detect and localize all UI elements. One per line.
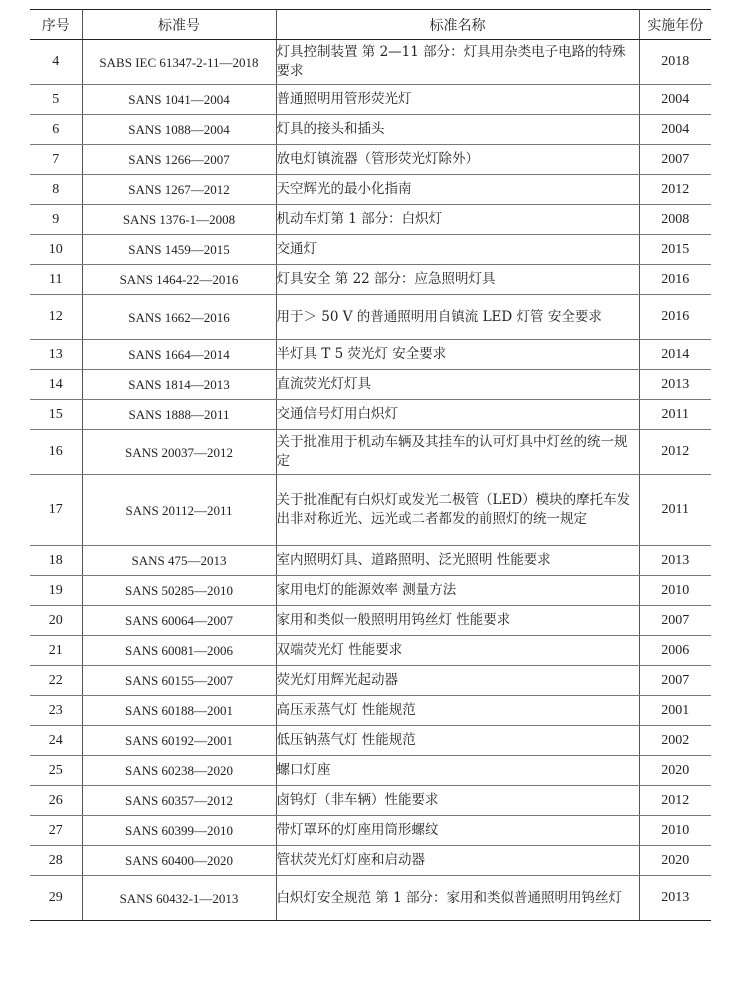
cell-code: SANS 1662—2016 (82, 295, 276, 340)
table-row (30, 265, 711, 295)
table-row (30, 786, 711, 816)
cell-code: SANS 1088—2004 (82, 115, 276, 145)
table-row (30, 756, 711, 786)
table-row (30, 145, 711, 175)
table-row (30, 576, 711, 606)
table-row (30, 40, 711, 85)
table-header (30, 10, 711, 40)
cell-year: 2015 (639, 235, 711, 265)
cell-name: 带灯罩环的灯座用筒形螺纹 (276, 816, 639, 846)
table-row (30, 370, 711, 400)
table-row (30, 205, 711, 235)
table-row (30, 175, 711, 205)
cell-name: 灯具的接头和插头 (276, 115, 639, 145)
header-row (30, 10, 711, 40)
cell-code: SABS IEC 61347-2-11—2018 (82, 40, 276, 85)
cell-no: 12 (30, 295, 82, 340)
table-row (30, 475, 711, 546)
cell-no: 15 (30, 400, 82, 430)
cell-code: SANS 1814—2013 (82, 370, 276, 400)
cell-year: 2013 (639, 876, 711, 921)
cell-code: SANS 60432-1—2013 (82, 876, 276, 921)
cell-code: SANS 60238—2020 (82, 756, 276, 786)
table-row (30, 636, 711, 666)
cell-code: SANS 1459—2015 (82, 235, 276, 265)
standards-table (30, 9, 711, 921)
cell-no: 14 (30, 370, 82, 400)
cell-no: 21 (30, 636, 82, 666)
cell-name: 直流荧光灯灯具 (276, 370, 639, 400)
cell-name: 家用电灯的能源效率 测量方法 (276, 576, 639, 606)
cell-year: 2013 (639, 546, 711, 576)
cell-year: 2008 (639, 205, 711, 235)
cell-year: 2020 (639, 846, 711, 876)
cell-name: 双端荧光灯 性能要求 (276, 636, 639, 666)
cell-no: 13 (30, 340, 82, 370)
cell-name: 关于批准配有白炽灯或发光二极管（LED）模块的摩托车发出非对称近光、远光或二者都发的前照灯的统一规定 (276, 475, 639, 546)
cell-year: 2013 (639, 370, 711, 400)
cell-code: SANS 50285—2010 (82, 576, 276, 606)
cell-name: 交通灯 (276, 235, 639, 265)
cell-name: 机动车灯第 1 部分：白炽灯 (276, 205, 639, 235)
cell-no: 28 (30, 846, 82, 876)
cell-name: 灯具安全 第 22 部分：应急照明灯具 (276, 265, 639, 295)
cell-no: 26 (30, 786, 82, 816)
cell-year: 2011 (639, 400, 711, 430)
cell-no: 24 (30, 726, 82, 756)
cell-no: 4 (30, 40, 82, 85)
cell-code: SANS 60192—2001 (82, 726, 276, 756)
cell-year: 2001 (639, 696, 711, 726)
cell-no: 23 (30, 696, 82, 726)
table-body (30, 40, 711, 921)
cell-code: SANS 475—2013 (82, 546, 276, 576)
cell-name: 天空辉光的最小化指南 (276, 175, 639, 205)
table-row (30, 546, 711, 576)
cell-name: 半灯具 T 5 荧光灯 安全要求 (276, 340, 639, 370)
cell-year: 2002 (639, 726, 711, 756)
cell-no: 17 (30, 475, 82, 546)
cell-name: 卤钨灯（非车辆）性能要求 (276, 786, 639, 816)
table-row (30, 726, 711, 756)
cell-code: SANS 60357—2012 (82, 786, 276, 816)
table-row (30, 666, 711, 696)
table-row (30, 430, 711, 475)
cell-no: 29 (30, 876, 82, 921)
cell-year: 2020 (639, 756, 711, 786)
cell-name: 交通信号灯用白炽灯 (276, 400, 639, 430)
cell-code: SANS 1267—2012 (82, 175, 276, 205)
table-row (30, 696, 711, 726)
table-row (30, 85, 711, 115)
cell-code: SANS 1888—2011 (82, 400, 276, 430)
header-code: 标准号 (82, 10, 276, 40)
cell-name: 荧光灯用辉光起动器 (276, 666, 639, 696)
cell-code: SANS 1041—2004 (82, 85, 276, 115)
cell-code: SANS 60081—2006 (82, 636, 276, 666)
cell-name: 关于批准用于机动车辆及其挂车的认可灯具中灯丝的统一规定 (276, 430, 639, 475)
cell-code: SANS 1464-22—2016 (82, 265, 276, 295)
cell-name: 灯具控制装置 第 2—11 部分：灯具用杂类电子电路的特殊要求 (276, 40, 639, 85)
table-row (30, 340, 711, 370)
cell-year: 2012 (639, 175, 711, 205)
cell-no: 11 (30, 265, 82, 295)
cell-name: 低压钠蒸气灯 性能规范 (276, 726, 639, 756)
cell-year: 2004 (639, 115, 711, 145)
cell-no: 16 (30, 430, 82, 475)
cell-name: 普通照明用管形荧光灯 (276, 85, 639, 115)
cell-code: SANS 1376-1—2008 (82, 205, 276, 235)
cell-name: 家用和类似一般照明用钨丝灯 性能要求 (276, 606, 639, 636)
cell-year: 2010 (639, 816, 711, 846)
cell-code: SANS 60064—2007 (82, 606, 276, 636)
header-year: 实施年份 (639, 10, 711, 40)
cell-name: 螺口灯座 (276, 756, 639, 786)
cell-code: SANS 1266—2007 (82, 145, 276, 175)
table-row (30, 235, 711, 265)
cell-code: SANS 60400—2020 (82, 846, 276, 876)
cell-year: 2007 (639, 666, 711, 696)
cell-year: 2016 (639, 295, 711, 340)
cell-no: 27 (30, 816, 82, 846)
header-name: 标准名称 (276, 10, 639, 40)
cell-name: 白炽灯安全规范 第 1 部分：家用和类似普通照明用钨丝灯 (276, 876, 639, 921)
cell-year: 2007 (639, 145, 711, 175)
table-row (30, 816, 711, 846)
cell-no: 19 (30, 576, 82, 606)
cell-no: 25 (30, 756, 82, 786)
table-row (30, 876, 711, 921)
cell-year: 2010 (639, 576, 711, 606)
cell-code: SANS 60155—2007 (82, 666, 276, 696)
cell-code: SANS 60188—2001 (82, 696, 276, 726)
cell-year: 2018 (639, 40, 711, 85)
cell-name: 高压汞蒸气灯 性能规范 (276, 696, 639, 726)
cell-year: 2012 (639, 786, 711, 816)
table-row (30, 846, 711, 876)
header-no: 序号 (30, 10, 82, 40)
cell-year: 2011 (639, 475, 711, 546)
cell-name: 用于＞ 50 V 的普通照明用自镇流 LED 灯管 安全要求 (276, 295, 639, 340)
cell-no: 18 (30, 546, 82, 576)
cell-no: 6 (30, 115, 82, 145)
cell-code: SANS 20112—2011 (82, 475, 276, 546)
cell-year: 2014 (639, 340, 711, 370)
cell-no: 5 (30, 85, 82, 115)
cell-name: 室内照明灯具、道路照明、泛光照明 性能要求 (276, 546, 639, 576)
cell-no: 10 (30, 235, 82, 265)
table-row (30, 606, 711, 636)
cell-code: SANS 1664—2014 (82, 340, 276, 370)
cell-year: 2007 (639, 606, 711, 636)
cell-year: 2004 (639, 85, 711, 115)
table-row (30, 295, 711, 340)
cell-code: SANS 60399—2010 (82, 816, 276, 846)
cell-year: 2006 (639, 636, 711, 666)
cell-no: 22 (30, 666, 82, 696)
table-row (30, 400, 711, 430)
cell-no: 7 (30, 145, 82, 175)
cell-name: 放电灯镇流器（管形荧光灯除外） (276, 145, 639, 175)
cell-name: 管状荧光灯灯座和启动器 (276, 846, 639, 876)
cell-code: SANS 20037—2012 (82, 430, 276, 475)
cell-no: 20 (30, 606, 82, 636)
cell-year: 2016 (639, 265, 711, 295)
cell-no: 9 (30, 205, 82, 235)
cell-no: 8 (30, 175, 82, 205)
table-row (30, 115, 711, 145)
cell-year: 2012 (639, 430, 711, 475)
